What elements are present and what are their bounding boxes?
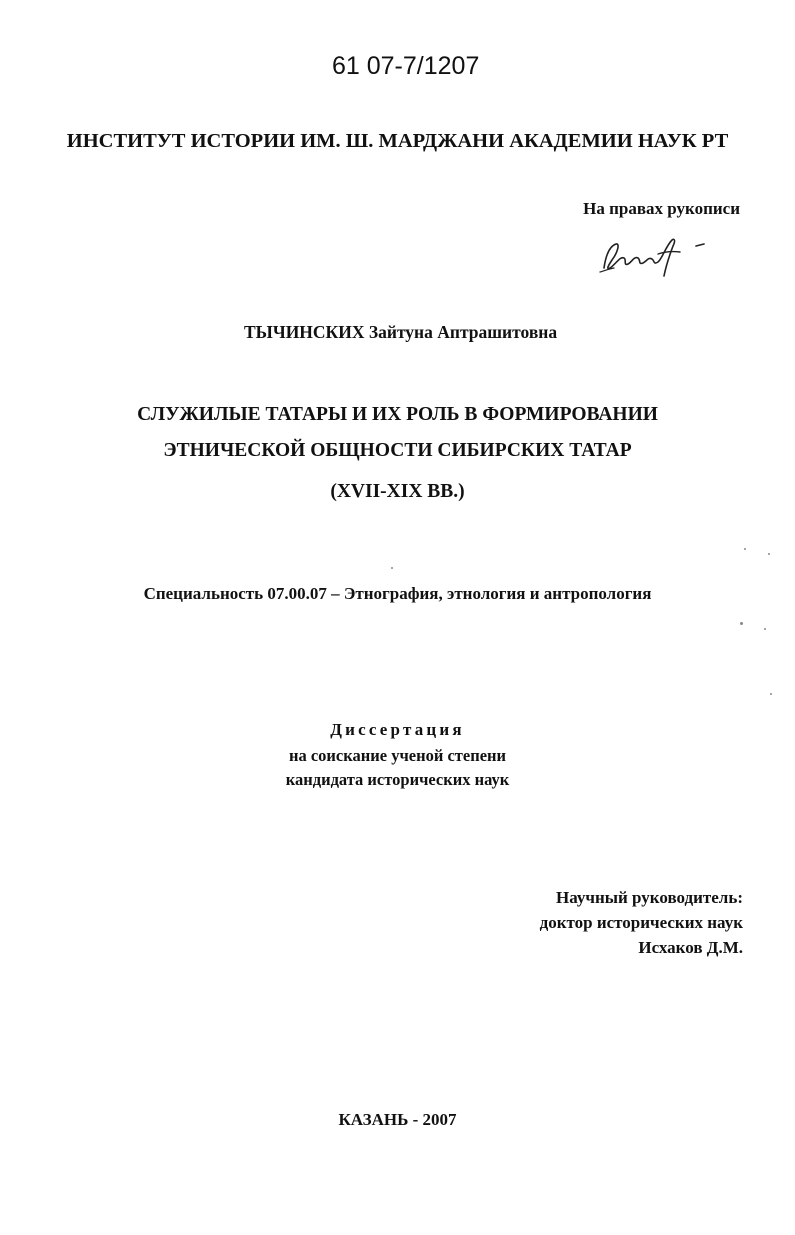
specialty: Специальность 07.00.07 – Этнография, этнология и антропология (143, 584, 652, 603)
supervisor-role: Научный руководитель: (556, 888, 743, 907)
dissertation-label: Диссертация (330, 720, 465, 739)
handwritten-signature (596, 232, 716, 280)
title-line-1: СЛУЖИЛЫЕ ТАТАРЫ И ИХ РОЛЬ В ФОРМИРОВАНИИ (137, 404, 658, 425)
scan-speck (740, 622, 743, 625)
catalog-number: 61 07-7/1207 (332, 52, 480, 80)
institute-name: ИНСТИТУТ ИСТОРИИ ИМ. Ш. МАРДЖАНИ АКАДЕМИИ НАУК РТ (66, 130, 729, 152)
scan-speck (770, 693, 772, 695)
supervisor-degree: доктор исторических наук (539, 913, 743, 932)
scan-speck (768, 553, 770, 555)
title-line-3: (XVII-XIX ВВ.) (330, 481, 465, 502)
author-name: ТЫЧИНСКИХ Зайтуна Аптрашитовна (244, 322, 558, 342)
scan-speck (391, 567, 393, 569)
degree-line-1: на соискание ученой степени (288, 746, 507, 765)
city-year: КАЗАНЬ - 2007 (338, 1110, 457, 1129)
scan-speck (744, 548, 746, 550)
supervisor-name: Исхаков Д.М. (638, 938, 743, 957)
manuscript-note: На правах рукописи (583, 199, 740, 218)
title-line-2: ЭТНИЧЕСКОЙ ОБЩНОСТИ СИБИРСКИХ ТАТАР (163, 440, 632, 461)
degree-line-2: кандидата исторических наук (285, 770, 510, 789)
scan-speck (764, 628, 766, 630)
